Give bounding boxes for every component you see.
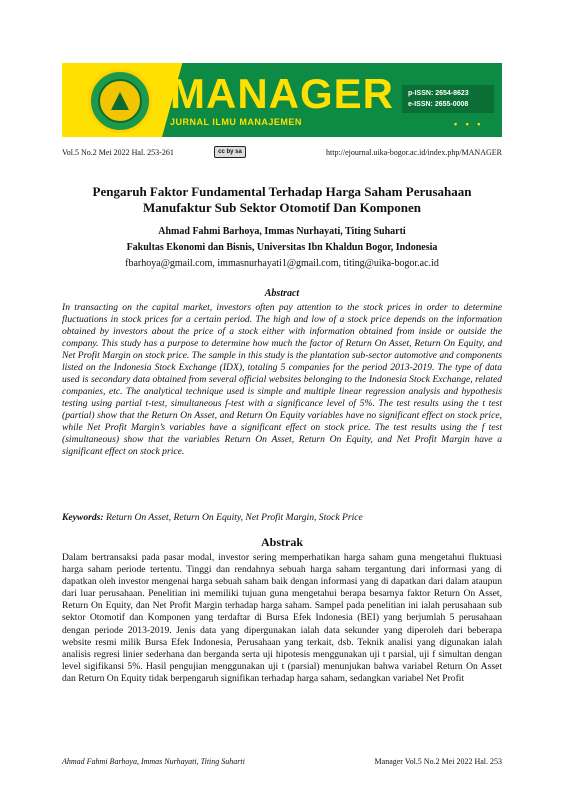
journal-banner — [62, 63, 502, 137]
banner-dots: • • • — [454, 119, 484, 129]
footer-authors: Ahmad Fahmi Barhoya, Immas Nurhayati, Titing Suharti — [62, 757, 245, 766]
pissn: p-ISSN: 2654-8623 — [408, 90, 469, 97]
abstract-text: In transacting on the capital market, investors often pay attention to the stock prices in order to determine fluctuations in stock prices for a certain period. The high and low of a stock price depends on the information obtained by investors about the price of a stock either with information obtained from inside or outside the company. This study has a purpose to determine how much the factor of Return On Asset, Return On Equity, and Net Profit Margin on stock price. The sample in this study is the plantation sub-sector automotive and components listed on the Indonesia Stock Exchange (IDX), totaling 5 companies for the period 2013-2019. The type of data used is secondary data obtained from several official websites belonging to the Indonesia Stock Exchange, related companies, etc. The analytical technique used is simple and multiple linear regression analysis and hypothesis testing using partial t-test, simultaneous f-test with a significance level of 5%. The test results using the t test (partial) show that the Return On Asset, and Return On Equity variables have no significant effect on stock price, while Net Profit Margin’s variables have a significant effect on stock price. The test results using the f test (simultaneous) show that the variables Return On Asset, Return On Equity, and Net Profit Margin have a significant effect on stock price. — [62, 302, 502, 457]
abstract-heading: Abstract — [264, 288, 300, 299]
author-emails: fbarhoya@gmail.com, immasnurhayati1@gmail.com, titing@uika-bogor.ac.id — [125, 258, 439, 269]
keywords — [62, 512, 502, 524]
keywords-label: Keywords: — [62, 512, 104, 523]
issue-info-line — [62, 146, 502, 160]
keywords-text: Return On Asset, Return On Equity, Net Profit Margin, Stock Price — [103, 512, 363, 523]
paper-affiliation: Fakultas Ekonomi dan Bisnis, Universitas Ibn Khaldun Bogor, Indonesia — [126, 242, 438, 253]
journal-title: MANAGER — [170, 70, 394, 117]
university-logo-icon — [88, 69, 152, 133]
abstrak-heading: Abstrak — [260, 535, 303, 549]
paper-authors: Ahmad Fahmi Barhoya, Immas Nurhayati, Titing Suharti — [158, 226, 406, 237]
journal-url-link[interactable]: http://ejournal.uika-bogor.ac.id/index.php/MANAGER — [326, 148, 502, 157]
eissn: e-ISSN: 2655-0008 — [408, 101, 469, 108]
footer-page-info: Manager Vol.5 No.2 Mei 2022 Hal. 253 — [374, 757, 502, 766]
journal-subtitle: JURNAL ILMU MANAJEMEN — [170, 117, 302, 127]
issn-box — [402, 85, 494, 113]
volume-info: Vol.5 No.2 Mei 2022 Hal. 253-261 — [62, 148, 174, 157]
abstrak-text: Dalam bertransaksi pada pasar modal, investor sering memperhatikan harga saham guna mengetahui fluktuasi harga saham periode tertentu. Tinggi dan rendahnya sebuah harga saham tergantung dari informasi yang di dapatkan oleh investor mengenai harga sebuah saham baik dengan informasi yang di dapatkan dari dalam ataupun dari luar perusahaan. Penelitian ini memiliki tujuan guna mengetahui berapa besarnya faktor Return On Asset, Return On Equity, dan Net Profit Margin terhadap harga saham. Sampel pada penelitian ini ialah perusahaan sub sektor Otomotif dan Komponen yang terdaftar di Bursa Efek Indonesia (BEI) yang berjumlah 5 perusahaan dengan periode 2013-2019. Jenis data yang dipergunakan ialah data sekunder yang diperoleh dari beberapa website resmi milik Bursa Efek Indonesia, Perusahaan yang terkait, dsb. Teknik analisi yang digunakan ialah analisis regresi linier sederhana dan berganda serta uji hipotesis menggunakan uji t parsial, uji f simultan dengan level sigifikansi 5%. Hasil pengujian menggunakan uji t (parsial) menunjukan bahwa variabel Return On Asset dan Return On Equity tidak berpengaruh signifikan terhadap harga saham, sedangkan variabel Net Profit — [62, 552, 502, 684]
paper-title: Pengaruh Faktor Fundamental Terhadap Harga Saham Perusahaan Manufaktur Sub Sektor Otomotif Dan Komponen — [92, 184, 472, 215]
cc-license-icon[interactable]: cc by sa — [214, 146, 246, 158]
page-footer — [62, 757, 502, 769]
